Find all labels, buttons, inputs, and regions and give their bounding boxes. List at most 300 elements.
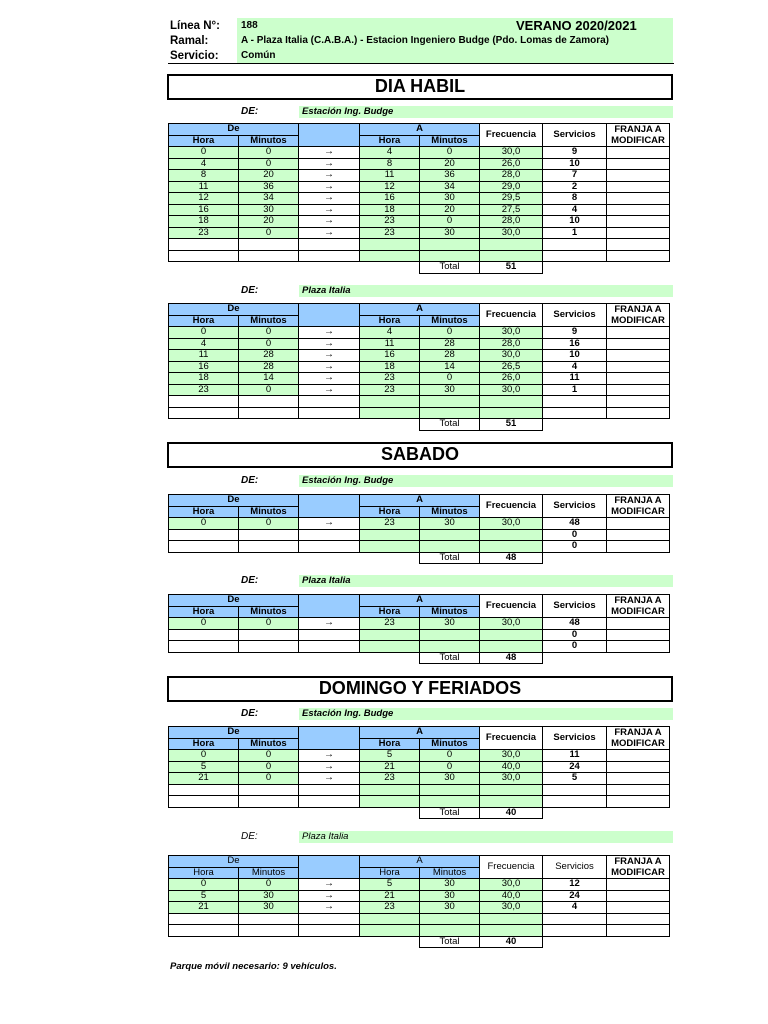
cell-minutos-a bbox=[420, 641, 480, 653]
col-minutos-a: Minutos bbox=[420, 867, 480, 879]
table-row bbox=[169, 925, 670, 937]
cell-frecuencia: 26,0 bbox=[480, 373, 543, 385]
cell-arrow-icon: → bbox=[299, 761, 360, 773]
blank-cell bbox=[543, 552, 607, 564]
cell-franja bbox=[607, 890, 670, 902]
cell-servicios: 0 bbox=[543, 541, 607, 553]
origin-value: Estación Ing. Budge bbox=[299, 708, 673, 720]
cell-arrow-icon: → bbox=[299, 361, 360, 373]
cell-franja bbox=[607, 761, 670, 773]
table-row bbox=[169, 170, 670, 182]
origin-value: Estación Ing. Budge bbox=[299, 106, 673, 118]
cell-minutos-a bbox=[420, 629, 480, 641]
total-label: Total bbox=[420, 936, 480, 948]
col-minutos-de: Minutos bbox=[239, 135, 299, 147]
cell-minutos-de: 30 bbox=[239, 902, 299, 914]
table-row bbox=[169, 384, 670, 396]
cell-minutos-de: 0 bbox=[239, 158, 299, 170]
col-frecuencia: Frecuencia bbox=[480, 727, 543, 750]
col-spacer bbox=[299, 595, 360, 618]
blank-cell bbox=[239, 552, 299, 564]
table-row bbox=[169, 761, 670, 773]
cell-servicios bbox=[543, 796, 607, 808]
cell-minutos-a bbox=[420, 784, 480, 796]
table-row bbox=[169, 373, 670, 385]
total-value: 40 bbox=[480, 936, 543, 948]
cell-franja bbox=[607, 327, 670, 339]
cell-hora-a bbox=[360, 925, 420, 937]
cell-minutos-a bbox=[420, 407, 480, 419]
cell-servicios bbox=[543, 239, 607, 251]
cell-hora-de: 4 bbox=[169, 158, 239, 170]
cell-minutos-a bbox=[420, 239, 480, 251]
total-row bbox=[169, 419, 670, 431]
blank-cell bbox=[543, 652, 607, 664]
cell-hora-a: 8 bbox=[360, 158, 420, 170]
origin-value: Plaza Italia bbox=[299, 285, 673, 297]
blank-cell bbox=[239, 807, 299, 819]
cell-hora-de: 4 bbox=[169, 338, 239, 350]
blank-cell bbox=[169, 419, 239, 431]
cell-arrow-icon: → bbox=[299, 750, 360, 762]
cell-minutos-de: 0 bbox=[239, 773, 299, 785]
cell-arrow-icon bbox=[299, 641, 360, 653]
col-frecuencia: Frecuencia bbox=[480, 856, 543, 879]
cell-hora-a bbox=[360, 529, 420, 541]
col-franja: FRANJA A MODIFICAR bbox=[607, 727, 670, 750]
cell-hora-de: 18 bbox=[169, 373, 239, 385]
col-group-de: De bbox=[169, 304, 299, 316]
cell-minutos-a: 30 bbox=[420, 618, 480, 630]
cell-hora-a: 4 bbox=[360, 147, 420, 159]
cell-minutos-de bbox=[239, 396, 299, 408]
cell-franja bbox=[607, 396, 670, 408]
table-row bbox=[169, 350, 670, 362]
cell-franja bbox=[607, 204, 670, 216]
cell-minutos-a: 0 bbox=[420, 147, 480, 159]
total-label: Total bbox=[420, 807, 480, 819]
cell-hora-a bbox=[360, 396, 420, 408]
cell-servicios: 8 bbox=[543, 193, 607, 205]
cell-minutos-de bbox=[239, 407, 299, 419]
col-hora-de: Hora bbox=[169, 867, 239, 879]
cell-frecuencia: 30,0 bbox=[480, 518, 543, 530]
cell-frecuencia: 30,0 bbox=[480, 350, 543, 362]
blank-cell bbox=[299, 552, 360, 564]
col-hora-de: Hora bbox=[169, 135, 239, 147]
cell-frecuencia: 30,0 bbox=[480, 327, 543, 339]
col-group-de: De bbox=[169, 595, 299, 607]
blank-cell bbox=[543, 262, 607, 274]
cell-hora-de: 12 bbox=[169, 193, 239, 205]
cell-hora-a: 11 bbox=[360, 338, 420, 350]
cell-hora-a bbox=[360, 913, 420, 925]
cell-servicios: 1 bbox=[543, 227, 607, 239]
col-hora-a: Hora bbox=[360, 135, 420, 147]
fleet-note: Parque móvil necesario: 9 vehículos. bbox=[170, 961, 337, 972]
cell-arrow-icon bbox=[299, 629, 360, 641]
cell-hora-a bbox=[360, 239, 420, 251]
cell-hora-a: 4 bbox=[360, 327, 420, 339]
total-value: 48 bbox=[480, 652, 543, 664]
cell-minutos-a: 20 bbox=[420, 158, 480, 170]
cell-minutos-de bbox=[239, 250, 299, 262]
total-value: 40 bbox=[480, 807, 543, 819]
cell-servicios: 0 bbox=[543, 529, 607, 541]
total-row bbox=[169, 262, 670, 274]
schedule-table bbox=[168, 303, 670, 431]
col-group-a: A bbox=[360, 595, 480, 607]
col-minutos-de: Minutos bbox=[239, 867, 299, 879]
col-group-de: De bbox=[169, 856, 299, 868]
cell-minutos-de: 28 bbox=[239, 361, 299, 373]
cell-arrow-icon bbox=[299, 529, 360, 541]
cell-minutos-a: 34 bbox=[420, 181, 480, 193]
blank-cell bbox=[299, 652, 360, 664]
cell-frecuencia: 26,0 bbox=[480, 158, 543, 170]
cell-servicios: 12 bbox=[543, 879, 607, 891]
ramal-label: Ramal: bbox=[170, 35, 209, 47]
cell-minutos-de: 0 bbox=[239, 879, 299, 891]
cell-hora-a bbox=[360, 541, 420, 553]
table-row bbox=[169, 396, 670, 408]
cell-hora-de bbox=[169, 796, 239, 808]
table-row bbox=[169, 618, 670, 630]
cell-franja bbox=[607, 181, 670, 193]
total-value: 51 bbox=[480, 262, 543, 274]
cell-servicios bbox=[543, 250, 607, 262]
cell-minutos-a: 0 bbox=[420, 216, 480, 228]
cell-franja bbox=[607, 750, 670, 762]
cell-frecuencia: 30,0 bbox=[480, 618, 543, 630]
cell-franja bbox=[607, 158, 670, 170]
cell-servicios: 10 bbox=[543, 216, 607, 228]
cell-hora-de: 23 bbox=[169, 384, 239, 396]
cell-arrow-icon bbox=[299, 925, 360, 937]
cell-minutos-a: 30 bbox=[420, 902, 480, 914]
cell-minutos-de bbox=[239, 784, 299, 796]
cell-hora-a bbox=[360, 407, 420, 419]
col-group-a: A bbox=[360, 304, 480, 316]
cell-servicios bbox=[543, 784, 607, 796]
col-spacer bbox=[299, 124, 360, 147]
cell-servicios bbox=[543, 396, 607, 408]
cell-franja bbox=[607, 147, 670, 159]
cell-arrow-icon: → bbox=[299, 158, 360, 170]
cell-hora-de bbox=[169, 541, 239, 553]
cell-arrow-icon bbox=[299, 784, 360, 796]
cell-hora-de bbox=[169, 925, 239, 937]
cell-hora-de bbox=[169, 529, 239, 541]
cell-minutos-a bbox=[420, 913, 480, 925]
cell-arrow-icon: → bbox=[299, 147, 360, 159]
cell-servicios: 24 bbox=[543, 890, 607, 902]
blank-cell bbox=[169, 652, 239, 664]
total-label: Total bbox=[420, 552, 480, 564]
col-group-a: A bbox=[360, 495, 480, 507]
table-row bbox=[169, 913, 670, 925]
cell-arrow-icon: → bbox=[299, 350, 360, 362]
cell-frecuencia: 28,0 bbox=[480, 216, 543, 228]
table-row bbox=[169, 361, 670, 373]
cell-hora-a: 23 bbox=[360, 216, 420, 228]
col-servicios: Servicios bbox=[543, 727, 607, 750]
col-franja: FRANJA A MODIFICAR bbox=[607, 124, 670, 147]
origin-value: Plaza Italia bbox=[299, 831, 673, 843]
cell-franja bbox=[607, 529, 670, 541]
blank-cell bbox=[360, 936, 420, 948]
cell-minutos-de: 0 bbox=[239, 227, 299, 239]
table-row bbox=[169, 338, 670, 350]
cell-frecuencia: 27,5 bbox=[480, 204, 543, 216]
total-value: 51 bbox=[480, 419, 543, 431]
col-servicios: Servicios bbox=[543, 495, 607, 518]
table-row bbox=[169, 773, 670, 785]
de-label: DE: bbox=[241, 285, 259, 296]
cell-minutos-a: 0 bbox=[420, 327, 480, 339]
cell-frecuencia bbox=[480, 541, 543, 553]
cell-franja bbox=[607, 925, 670, 937]
cell-frecuencia bbox=[480, 239, 543, 251]
cell-minutos-a: 0 bbox=[420, 761, 480, 773]
cell-arrow-icon: → bbox=[299, 327, 360, 339]
cell-frecuencia: 29,0 bbox=[480, 181, 543, 193]
blank-cell bbox=[169, 807, 239, 819]
cell-hora-de: 21 bbox=[169, 773, 239, 785]
col-minutos-de: Minutos bbox=[239, 315, 299, 327]
origin-value: Estación Ing. Budge bbox=[299, 475, 673, 487]
cell-minutos-de bbox=[239, 541, 299, 553]
total-value: 48 bbox=[480, 552, 543, 564]
cell-frecuencia: 28,0 bbox=[480, 170, 543, 182]
cell-hora-a bbox=[360, 629, 420, 641]
table-row bbox=[169, 204, 670, 216]
table-row bbox=[169, 407, 670, 419]
cell-arrow-icon: → bbox=[299, 204, 360, 216]
cell-servicios: 1 bbox=[543, 384, 607, 396]
cell-frecuencia: 30,0 bbox=[480, 902, 543, 914]
cell-hora-a: 23 bbox=[360, 373, 420, 385]
cell-franja bbox=[607, 407, 670, 419]
col-group-a: A bbox=[360, 124, 480, 136]
cell-minutos-de: 14 bbox=[239, 373, 299, 385]
cell-hora-a: 23 bbox=[360, 618, 420, 630]
blank-cell bbox=[543, 936, 607, 948]
total-row bbox=[169, 936, 670, 948]
cell-minutos-a: 20 bbox=[420, 204, 480, 216]
table-row bbox=[169, 239, 670, 251]
col-servicios: Servicios bbox=[543, 304, 607, 327]
col-group-de: De bbox=[169, 495, 299, 507]
cell-hora-a bbox=[360, 796, 420, 808]
total-row bbox=[169, 652, 670, 664]
col-minutos-a: Minutos bbox=[420, 315, 480, 327]
cell-servicios: 9 bbox=[543, 147, 607, 159]
ramal-value: A - Plaza Italia (C.A.B.A.) - Estacion Ingeniero Budge (Pdo. Lomas de Zamora) bbox=[241, 35, 610, 46]
col-spacer bbox=[299, 304, 360, 327]
cell-frecuencia bbox=[480, 250, 543, 262]
col-franja: FRANJA A MODIFICAR bbox=[607, 495, 670, 518]
schedule-table bbox=[168, 123, 670, 274]
cell-hora-a: 23 bbox=[360, 773, 420, 785]
cell-hora-de: 0 bbox=[169, 518, 239, 530]
cell-franja bbox=[607, 629, 670, 641]
total-label: Total bbox=[420, 262, 480, 274]
table-row bbox=[169, 879, 670, 891]
cell-frecuencia bbox=[480, 796, 543, 808]
cell-frecuencia: 30,0 bbox=[480, 384, 543, 396]
col-hora-a: Hora bbox=[360, 606, 420, 618]
blank-cell bbox=[360, 419, 420, 431]
cell-arrow-icon: → bbox=[299, 181, 360, 193]
cell-minutos-de: 0 bbox=[239, 147, 299, 159]
cell-hora-a: 23 bbox=[360, 518, 420, 530]
cell-hora-a: 16 bbox=[360, 193, 420, 205]
cell-hora-a: 23 bbox=[360, 227, 420, 239]
cell-hora-a: 5 bbox=[360, 750, 420, 762]
col-franja: FRANJA A MODIFICAR bbox=[607, 304, 670, 327]
cell-minutos-a: 0 bbox=[420, 373, 480, 385]
section-title-domingo: DOMINGO Y FERIADOS bbox=[167, 676, 673, 702]
cell-franja bbox=[607, 170, 670, 182]
cell-hora-de: 5 bbox=[169, 890, 239, 902]
cell-hora-de: 11 bbox=[169, 350, 239, 362]
cell-arrow-icon bbox=[299, 250, 360, 262]
cell-servicios: 5 bbox=[543, 773, 607, 785]
cell-minutos-de bbox=[239, 529, 299, 541]
total-label: Total bbox=[420, 419, 480, 431]
col-minutos-de: Minutos bbox=[239, 738, 299, 750]
cell-franja bbox=[607, 618, 670, 630]
cell-franja bbox=[607, 518, 670, 530]
blank-cell bbox=[299, 936, 360, 948]
cell-minutos-a bbox=[420, 396, 480, 408]
cell-minutos-a bbox=[420, 925, 480, 937]
col-minutos-de: Minutos bbox=[239, 606, 299, 618]
col-minutos-a: Minutos bbox=[420, 506, 480, 518]
cell-hora-de: 11 bbox=[169, 181, 239, 193]
cell-frecuencia: 30,0 bbox=[480, 879, 543, 891]
servicio-label: Servicio: bbox=[170, 50, 219, 62]
cell-minutos-de: 0 bbox=[239, 338, 299, 350]
cell-arrow-icon: → bbox=[299, 384, 360, 396]
blank-cell bbox=[239, 262, 299, 274]
cell-hora-a: 12 bbox=[360, 181, 420, 193]
cell-minutos-de bbox=[239, 629, 299, 641]
table-row bbox=[169, 541, 670, 553]
schedule-table bbox=[168, 855, 670, 948]
blank-cell bbox=[239, 652, 299, 664]
cell-frecuencia: 26,5 bbox=[480, 361, 543, 373]
cell-frecuencia bbox=[480, 529, 543, 541]
header-labels bbox=[170, 19, 236, 64]
col-hora-a: Hora bbox=[360, 506, 420, 518]
cell-minutos-a: 30 bbox=[420, 227, 480, 239]
cell-hora-de bbox=[169, 396, 239, 408]
blank-cell bbox=[299, 262, 360, 274]
schedule-table bbox=[168, 594, 670, 664]
blank-cell bbox=[360, 652, 420, 664]
cell-hora-a: 16 bbox=[360, 350, 420, 362]
cell-arrow-icon: → bbox=[299, 518, 360, 530]
cell-minutos-a: 28 bbox=[420, 350, 480, 362]
table-row bbox=[169, 890, 670, 902]
col-hora-a: Hora bbox=[360, 867, 420, 879]
cell-franja bbox=[607, 239, 670, 251]
cell-hora-a: 5 bbox=[360, 879, 420, 891]
cell-minutos-de: 0 bbox=[239, 327, 299, 339]
cell-hora-a: 21 bbox=[360, 761, 420, 773]
header-divider bbox=[168, 63, 674, 64]
origin-value: Plaza Italia bbox=[299, 575, 673, 587]
cell-minutos-de bbox=[239, 925, 299, 937]
table-row bbox=[169, 518, 670, 530]
col-minutos-a: Minutos bbox=[420, 606, 480, 618]
blank-cell bbox=[239, 936, 299, 948]
cell-arrow-icon: → bbox=[299, 890, 360, 902]
blank-cell bbox=[543, 807, 607, 819]
cell-franja bbox=[607, 227, 670, 239]
cell-frecuencia: 40,0 bbox=[480, 890, 543, 902]
cell-minutos-de: 30 bbox=[239, 204, 299, 216]
cell-arrow-icon: → bbox=[299, 216, 360, 228]
table-row bbox=[169, 250, 670, 262]
cell-frecuencia: 30,0 bbox=[480, 750, 543, 762]
cell-hora-de bbox=[169, 784, 239, 796]
cell-frecuencia: 29,5 bbox=[480, 193, 543, 205]
cell-hora-a: 11 bbox=[360, 170, 420, 182]
cell-franja bbox=[607, 784, 670, 796]
cell-franja bbox=[607, 913, 670, 925]
cell-minutos-a: 30 bbox=[420, 879, 480, 891]
cell-franja bbox=[607, 773, 670, 785]
cell-minutos-de: 0 bbox=[239, 761, 299, 773]
cell-hora-a bbox=[360, 250, 420, 262]
cell-hora-de: 0 bbox=[169, 879, 239, 891]
cell-minutos-de: 0 bbox=[239, 750, 299, 762]
col-frecuencia: Frecuencia bbox=[480, 595, 543, 618]
cell-hora-de: 8 bbox=[169, 170, 239, 182]
col-frecuencia: Frecuencia bbox=[480, 495, 543, 518]
blank-cell bbox=[169, 262, 239, 274]
cell-minutos-de bbox=[239, 641, 299, 653]
table-row bbox=[169, 902, 670, 914]
col-minutos-a: Minutos bbox=[420, 135, 480, 147]
cell-arrow-icon bbox=[299, 541, 360, 553]
blank-cell bbox=[169, 552, 239, 564]
total-label: Total bbox=[420, 652, 480, 664]
col-spacer bbox=[299, 727, 360, 750]
cell-arrow-icon: → bbox=[299, 618, 360, 630]
cell-servicios: 11 bbox=[543, 750, 607, 762]
col-servicios: Servicios bbox=[543, 595, 607, 618]
cell-arrow-icon: → bbox=[299, 227, 360, 239]
cell-arrow-icon: → bbox=[299, 879, 360, 891]
col-franja: FRANJA A MODIFICAR bbox=[607, 595, 670, 618]
servicio-value: Común bbox=[241, 50, 276, 61]
table-row bbox=[169, 750, 670, 762]
cell-servicios: 48 bbox=[543, 618, 607, 630]
col-hora-de: Hora bbox=[169, 315, 239, 327]
cell-servicios: 9 bbox=[543, 327, 607, 339]
cell-frecuencia: 30,0 bbox=[480, 773, 543, 785]
cell-minutos-a bbox=[420, 529, 480, 541]
col-group-a: A bbox=[360, 727, 480, 739]
col-group-de: De bbox=[169, 727, 299, 739]
cell-servicios: 7 bbox=[543, 170, 607, 182]
table-row bbox=[169, 629, 670, 641]
cell-hora-de bbox=[169, 913, 239, 925]
